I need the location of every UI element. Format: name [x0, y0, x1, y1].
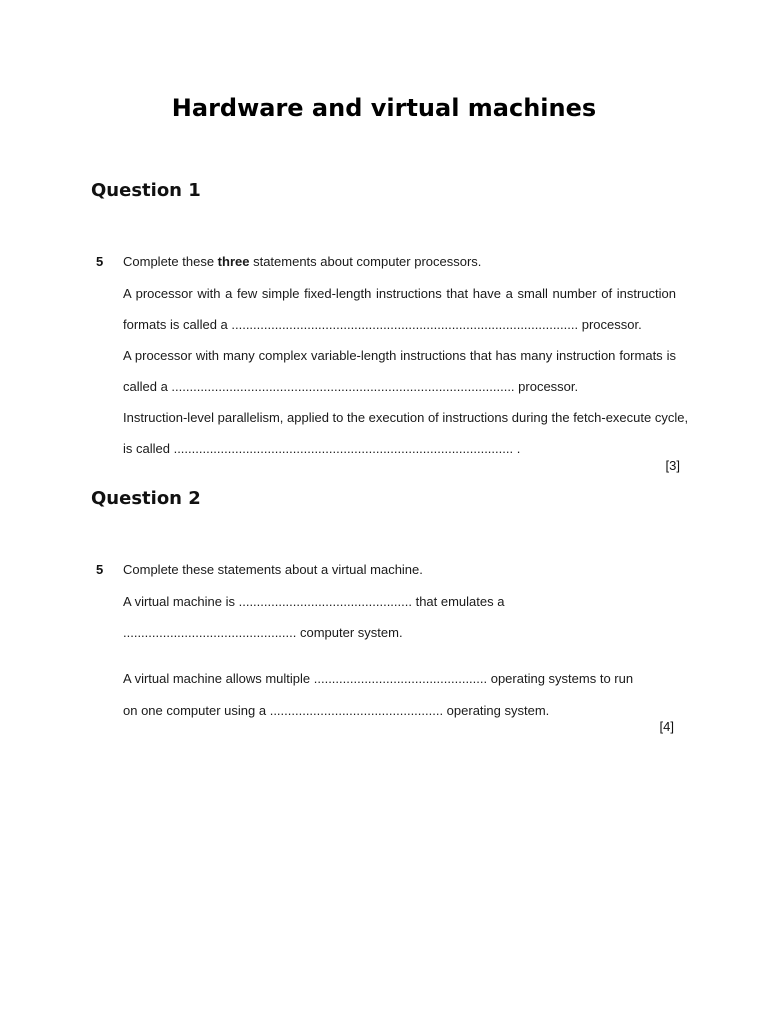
intro-emphasis: three — [217, 254, 250, 269]
question-2-card — [96, 562, 680, 740]
statement-line: A processor with a few simple fixed-length instructions that have a small number of instruction — [123, 286, 676, 301]
intro-text: statements about computer processors. — [249, 254, 482, 269]
question-1-intro — [123, 254, 481, 269]
statement-line: ................................................ computer system. — [123, 625, 403, 640]
statement-line: A virtual machine allows multiple ................................................ operating systems to run — [123, 671, 634, 686]
statement-line: A processor with many complex variable-length instructions that has many instruction formats is — [123, 348, 676, 363]
statement-line: formats is called a ................................................................................................ processor. — [123, 317, 642, 332]
statement-line: Instruction-level parallelism, applied to the execution of instructions during the fetch-execute cycle, — [123, 410, 689, 425]
question-2-heading: Question 2 — [91, 488, 201, 509]
statement-line: A virtual machine is ................................................ that emulates a — [123, 594, 505, 609]
marks-label: [4] — [659, 719, 674, 734]
statement-line: is called .............................................................................................. . — [123, 441, 521, 456]
statement-line: called a ............................................................................................... processor. — [123, 379, 579, 394]
marks-label: [3] — [665, 458, 680, 473]
question-number: 5 — [96, 562, 104, 577]
intro-text: Complete these — [123, 254, 218, 269]
question-1-card — [96, 254, 689, 476]
statement-line: on one computer using a ................................................ operating system. — [123, 703, 550, 718]
page-title: Hardware and virtual machines — [171, 94, 597, 122]
question-2-intro: Complete these statements about a virtual machine. — [123, 562, 423, 577]
question-1-heading: Question 1 — [91, 180, 201, 201]
question-number: 5 — [96, 254, 104, 269]
